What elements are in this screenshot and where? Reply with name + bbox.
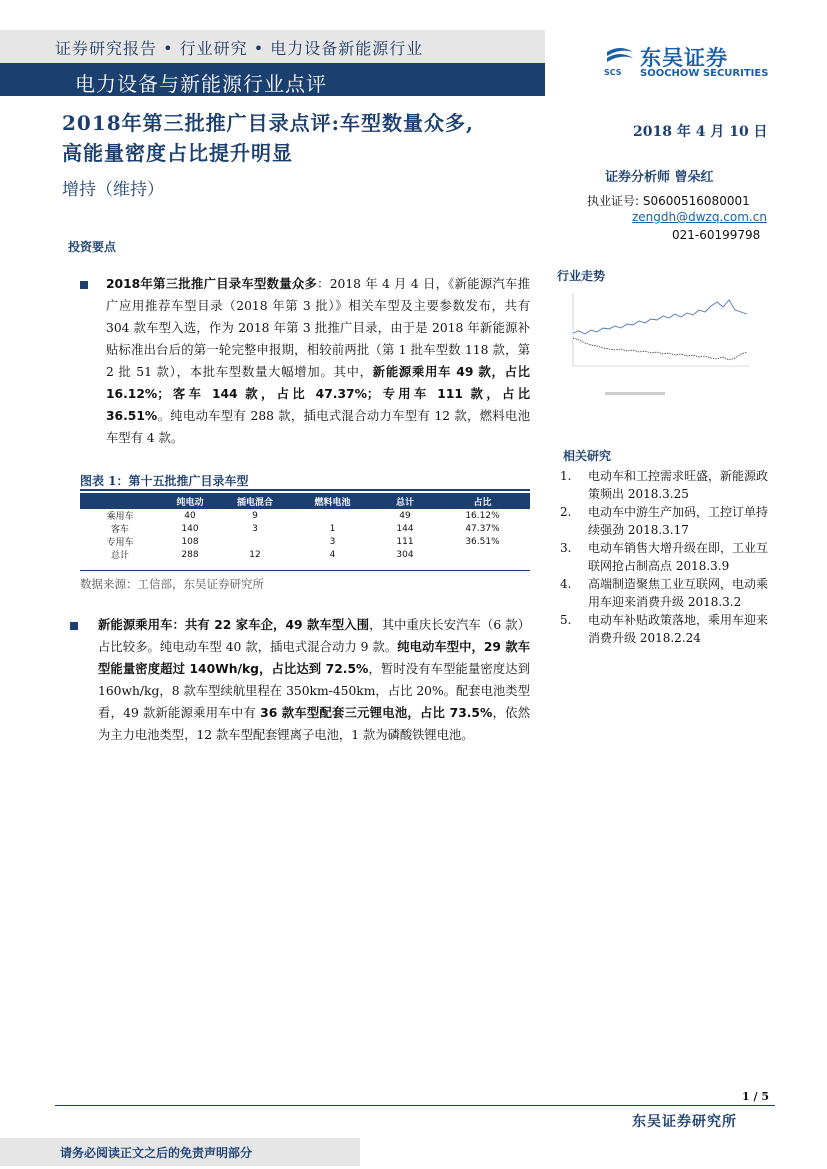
table-cell	[290, 509, 375, 522]
table-cell: 108	[181, 536, 199, 547]
table-cell: 36.51%	[465, 536, 500, 547]
page-number: 1 / 5	[742, 1090, 769, 1103]
table-cell: 16.12%	[465, 510, 500, 521]
para1-text-2: 。纯电动车型有 288 款，插电式混合动力车型有 12 款，燃料电池车型有 4 款。	[106, 409, 530, 445]
table-cell: 12	[249, 549, 261, 560]
analyst-name: 证券分析师 曾朵红	[605, 170, 714, 185]
table-header-cell: 占比	[435, 493, 530, 509]
table-cell: 144	[396, 523, 414, 534]
table-row	[80, 548, 530, 561]
related-item[interactable]	[560, 611, 775, 647]
table-header-cell: 纯电动	[160, 493, 220, 509]
breadcrumb: 证券研究报告 • 行业研究 • 电力设备新能源行业	[55, 39, 424, 58]
logo-mark-text: SCS	[604, 68, 622, 77]
table-cell: 288	[181, 549, 199, 560]
table-cell: 总计	[110, 551, 129, 561]
report-title-line1: 2018年第三批推广目录点评:车型数量众多,	[62, 111, 475, 135]
related-item-text: 电动车中游生产加码，工控订单持续强劲 2018.3.17	[588, 505, 769, 537]
related-item-number: 4.	[560, 577, 572, 591]
related-item[interactable]	[560, 539, 775, 575]
section-investment-points: 投资要点	[68, 240, 117, 254]
table-cell: 专用车	[106, 538, 134, 548]
table-cell: 客车	[110, 525, 129, 535]
table-header-cell: 总计	[375, 493, 435, 509]
para2-bold-2: 纯电动车型中，29 款车型能量密度超过 140Wh/kg，占比达到 72.5%	[98, 640, 530, 676]
related-item-number: 3.	[560, 541, 572, 555]
analyst-email-link[interactable]: zengdh@dwzq.com.cn	[632, 210, 767, 224]
trend-line-sector	[573, 338, 747, 360]
table-cell: 49	[399, 510, 411, 521]
table-cell: 47.37%	[465, 523, 500, 534]
related-item-number: 2.	[560, 505, 572, 519]
report-date: 2018 年 4 月 10 日	[633, 124, 768, 140]
table-top-rule	[80, 489, 530, 491]
table-cell: 40	[184, 510, 196, 521]
industry-trend-chart	[565, 288, 755, 403]
table-header-cell: 插电混合	[220, 493, 290, 509]
para2-text-2: ，暂时没有车型能量密度达到 160wh/kg，8 款车型续航里程在 350km-450km，占比 20%。配套电池类型看，49 款新能源乘用车中有	[98, 662, 530, 720]
para2-bold-1: 新能源乘用车：共有 22 家车企，49 款车型入围	[98, 618, 370, 632]
table-cell: 1	[329, 523, 336, 534]
logo-chinese-name: 东吴证券	[640, 46, 728, 70]
para1-text-1: ：2018 年 4 月 4 日，《新能源汽车推广应用推荐车型目录（2018 年第 3 批）》相关车型及主要参数发布，共有 304 款车型入选，作为 2018 年第 3 批推广目录，由于是 2018 年新能源补贴标准出台后的第一轮完整申报期，相较前两批（第 1 批车型数 118 款，第 2 批 51 款），本批车型数量大幅增加。其中，	[106, 277, 530, 379]
table-bottom-rule	[80, 570, 530, 571]
table-cell: 3	[252, 523, 258, 534]
footer-rule	[55, 1105, 775, 1106]
para1-bold-1: 2018年第三批推广目录车型数量众多	[106, 277, 318, 291]
related-item[interactable]	[560, 467, 775, 503]
table-cell: 4	[329, 549, 336, 560]
related-item-text: 电动车销售大增升级在即，工业互联网抢占制高点 2018.3.9	[588, 541, 769, 573]
report-category: 电力设备与新能源行业点评	[75, 72, 327, 96]
table-cell: 乘用车	[106, 512, 134, 522]
related-item-text: 电动车和工控需求旺盛，新能源政策频出 2018.3.25	[588, 469, 769, 501]
footer-organization: 东吴证券研究所	[632, 1114, 737, 1130]
related-item[interactable]	[560, 503, 775, 539]
trend-chart-svg	[565, 288, 755, 403]
chart-legend-placeholder	[605, 392, 665, 395]
table-cell: 111	[396, 536, 414, 547]
table-header-cell	[80, 493, 160, 509]
catalog-table	[80, 493, 530, 561]
table-cell: 9	[252, 510, 258, 521]
table-cell	[435, 548, 530, 561]
paragraph-overview	[106, 273, 530, 449]
table-cell: 3	[329, 536, 336, 547]
rating: 增持（维持）	[62, 180, 164, 200]
logo-english-name: SOOCHOW SECURITIES	[640, 68, 769, 79]
bullet-square-icon	[80, 281, 88, 289]
trend-line-index	[573, 300, 747, 334]
table-source: 数据来源：工信部，东吴证券研究所	[80, 577, 264, 591]
table-header-row	[80, 493, 530, 509]
analyst-phone: 021-60199798	[672, 228, 761, 242]
related-research-list	[560, 467, 775, 647]
report-title	[62, 108, 562, 168]
table-cell: 304	[396, 549, 414, 560]
report-title-line2: 高能量密度占比提升明显	[62, 141, 293, 165]
section-related: 相关研究	[563, 449, 612, 463]
table-title: 图表 1：第十五批推广目录车型	[80, 474, 249, 488]
para2-text-1: ，其中重庆长安汽车（6 款）占比较多。纯电动车型 40 款，插电式混合动力 9 款。	[98, 618, 530, 654]
table-cell	[220, 535, 290, 548]
footer-disclaimer: 请务必阅读正文之后的免责声明部分	[60, 1146, 253, 1160]
table-header-cell: 燃料电池	[290, 493, 375, 509]
para2-text-3: ，依然为主力电池类型，12 款车型配套锂离子电池，1 款为磷酸铁锂电池。	[98, 706, 530, 742]
bullet-square-icon	[70, 622, 78, 630]
related-item-text: 电动车补贴政策落地，乘用车迎来消费升级 2018.2.24	[588, 613, 769, 645]
table-row	[80, 522, 530, 535]
paragraph-passenger-cars	[98, 614, 530, 746]
related-item[interactable]	[560, 575, 775, 611]
related-item-number: 5.	[560, 613, 572, 627]
para2-bold-3: 36 款车型配套三元锂电池，占比 73.5%	[260, 706, 493, 720]
section-trend: 行业走势	[557, 269, 606, 283]
related-item-number: 1.	[560, 469, 572, 483]
table-row	[80, 535, 530, 548]
para1-bold-2: 新能源乘用车 49 款，占比 16.12%；客车 144 款，占比 47.37%；专用车 111 款，占比 36.51%	[106, 365, 530, 423]
table-row	[80, 509, 530, 522]
related-item-text: 高端制造聚焦工业互联网，电动乘用车迎来消费升级 2018.3.2	[588, 577, 769, 609]
table-cell: 140	[181, 523, 199, 534]
analyst-license: 执业证号: S0600516080001	[587, 194, 750, 208]
